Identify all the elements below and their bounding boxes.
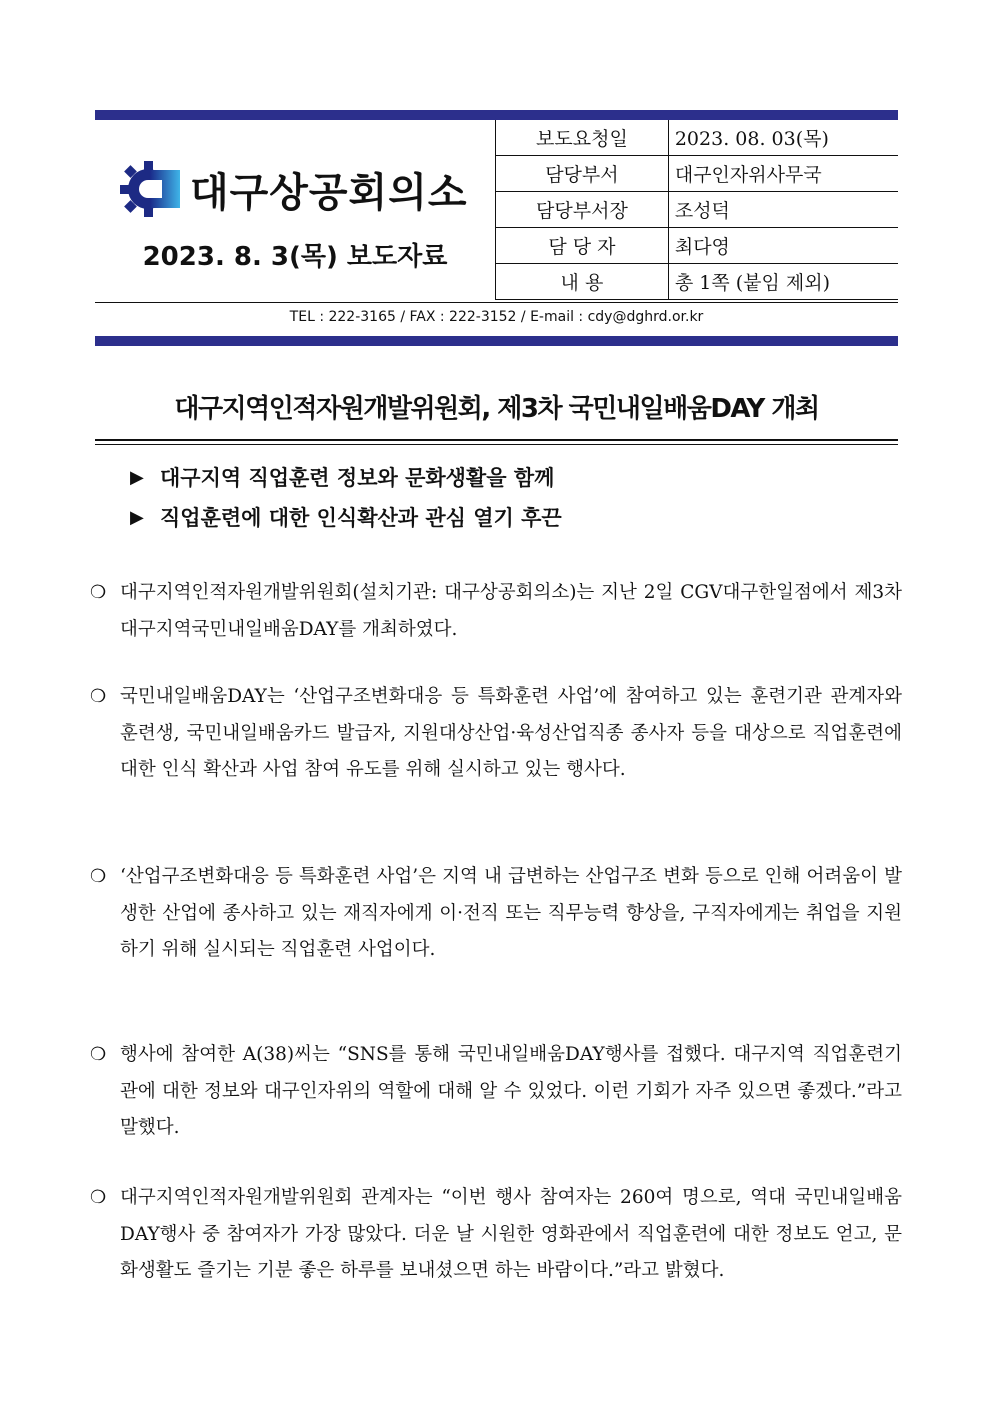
- title-divider-thin: [95, 444, 898, 445]
- info-value: 조성덕: [668, 192, 898, 228]
- paragraph-text: 행사에 참여한 A(38)씨는 “SNS를 통해 국민내일배움DAY행사를 접했다. 대구지역 직업훈련기관에 대한 정보와 대구인자위의 역할에 대해 알 수 있었다. 이런 기회가 자주 있으면 좋겠다.”라고 말했다.: [120, 1044, 902, 1138]
- subtitle-list: [130, 458, 562, 538]
- paragraph-text: 대구지역인적자원개발위원회 관계자는 “이번 행사 참여자는 260여 명으로, 역대 국민내일배움DAY행사 중 참여자가 가장 많았다. 더운 날 시원한 영화관에서 직업훈련에 대한 정보도 얻고, 문화생활도 즐기는 기분 좋은 하루를 보내셨으면 하는 바람이다.”라고 밝혔다.: [120, 1187, 902, 1281]
- triangle-icon: ▶: [130, 507, 144, 528]
- press-header: [95, 110, 898, 346]
- paragraph-text: 국민내일배움DAY는 ‘산업구조변화대응 등 특화훈련 사업’에 참여하고 있는 훈련기관 관계자와 훈련생, 국민내일배움카드 발급자, 지원대상산업·육성산업직종 종사자 등을 대상으로 직업훈련에 대한 인식 확산과 사업 참여 유도를 위해 실시하고 있는 행사다.: [120, 686, 902, 780]
- circle-bullet-icon: ❍: [90, 866, 107, 887]
- info-row: [496, 228, 899, 264]
- subtitle-item: [130, 498, 562, 538]
- gear-icon: [120, 158, 182, 220]
- circle-bullet-icon: ❍: [90, 1044, 107, 1065]
- body-paragraph: [90, 1180, 902, 1290]
- triangle-icon: ▶: [130, 467, 144, 488]
- body-paragraph: [90, 1037, 902, 1147]
- paragraph-text: ‘산업구조변화대응 등 특화훈련 사업’은 지역 내 급변하는 산업구조 변화 등으로 인해 어려움이 발생한 산업에 종사하고 있는 재직자에게 이·전직 또는 직무능력 향상을, 구직자에게는 취업을 지원하기 위해 실시되는 직업훈련 사업이다.: [120, 866, 902, 960]
- info-value: 최다영: [668, 228, 898, 264]
- logo-area: [95, 120, 495, 302]
- subtitle-text: 대구지역 직업훈련 정보와 문화생활을 함께: [160, 466, 555, 490]
- header-top-bar: [95, 110, 898, 120]
- body-paragraph: [90, 679, 902, 789]
- info-row: [496, 120, 899, 156]
- title-divider: [95, 439, 898, 441]
- chamber-logo: [120, 158, 467, 220]
- info-label: 내 용: [496, 264, 669, 300]
- page-title: 대구지역인적자원개발위원회, 제3차 국민내일배움DAY 개최: [174, 394, 819, 424]
- header-bottom-bar: [95, 336, 898, 346]
- body-paragraph: [90, 575, 902, 648]
- logo-text: 대구상공회의소: [190, 169, 468, 216]
- info-row: [496, 156, 899, 192]
- header-divider: [95, 302, 898, 303]
- info-row: [496, 192, 899, 228]
- info-row: [496, 264, 899, 300]
- release-info-table: [495, 120, 898, 300]
- circle-bullet-icon: ❍: [90, 1187, 107, 1208]
- info-label: 담당부서: [496, 156, 669, 192]
- release-date: 2023. 8. 3(목) 보도자료: [142, 242, 448, 272]
- body-paragraph: [90, 859, 902, 969]
- circle-bullet-icon: ❍: [90, 582, 107, 603]
- info-label: 담당부서장: [496, 192, 669, 228]
- subtitle-item: [130, 458, 562, 498]
- info-value: 총 1쪽 (붙임 제외): [668, 264, 898, 300]
- paragraph-text: 대구지역인적자원개발위원회(설치기관: 대구상공회의소)는 지난 2일 CGV대구한일점에서 제3차 대구지역국민내일배움DAY를 개최하였다.: [120, 582, 902, 640]
- info-label: 보도요청일: [496, 120, 669, 156]
- info-value: 2023. 08. 03(목): [668, 120, 898, 156]
- circle-bullet-icon: ❍: [90, 686, 107, 707]
- info-label: 담 당 자: [496, 228, 669, 264]
- info-value: 대구인자위사무국: [668, 156, 898, 192]
- subtitle-text: 직업훈련에 대한 인식확산과 관심 열기 후끈: [160, 506, 562, 530]
- contact-line: TEL : 222-3165 / FAX : 222-3152 / E-mail : cdy@dghrd.or.kr: [289, 309, 704, 325]
